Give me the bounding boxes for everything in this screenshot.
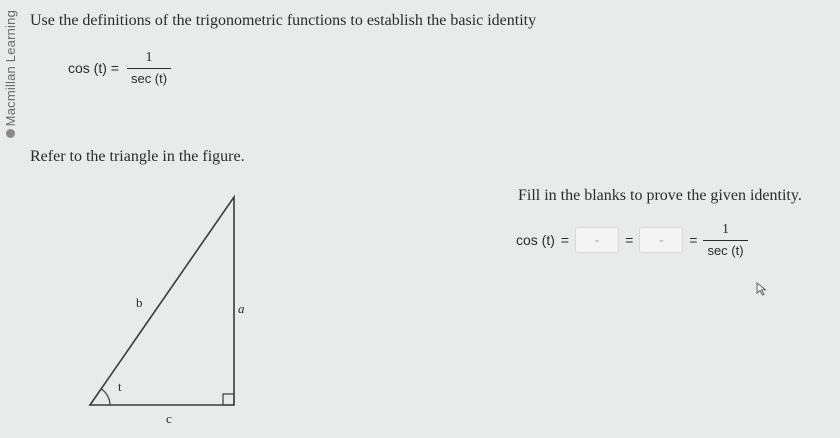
question-instruction: Use the definitions of the trigonometric functions to establish the basic identity — [30, 12, 537, 29]
equation-numerator: 1 — [722, 222, 730, 237]
angle-label: t — [118, 379, 122, 394]
identity-lhs: cos (t) = — [68, 60, 119, 76]
equation-fraction — [703, 222, 747, 258]
chevron-down-icon: ⌄ — [657, 235, 666, 246]
equals-sign: = — [625, 232, 634, 248]
side-label-hypotenuse: b — [136, 295, 143, 310]
equation-lhs: cos (t) — [516, 232, 555, 248]
exercise-title: Fill in the blanks to prove the given identity. — [518, 187, 802, 204]
watermark-text: Macmillan Learning — [2, 10, 18, 127]
refer-text: Refer to the triangle in the figure. — [30, 148, 245, 165]
identity-statement — [68, 50, 171, 86]
right-triangle-figure — [80, 185, 260, 430]
publisher-watermark — [2, 10, 18, 160]
identity-fraction — [127, 50, 171, 86]
equals-sign: = — [689, 232, 698, 248]
proof-equation — [516, 222, 748, 258]
identity-numerator: 1 — [145, 50, 153, 65]
equals-sign: = — [560, 232, 570, 248]
blank-answer-2[interactable] — [639, 227, 683, 253]
side-label-opposite: a — [238, 301, 245, 316]
right-angle-marker — [223, 394, 234, 405]
triangle-outline — [90, 197, 234, 405]
side-label-adjacent: c — [166, 411, 172, 426]
chevron-down-icon: ⌄ — [593, 235, 601, 246]
macmillan-logo-icon — [6, 129, 15, 138]
identity-denominator: sec (t) — [127, 68, 171, 86]
blank-answer-1[interactable] — [575, 227, 619, 253]
pointer-cursor-icon — [756, 282, 768, 296]
equation-denominator: sec (t) — [703, 240, 747, 258]
angle-arc — [101, 389, 110, 405]
